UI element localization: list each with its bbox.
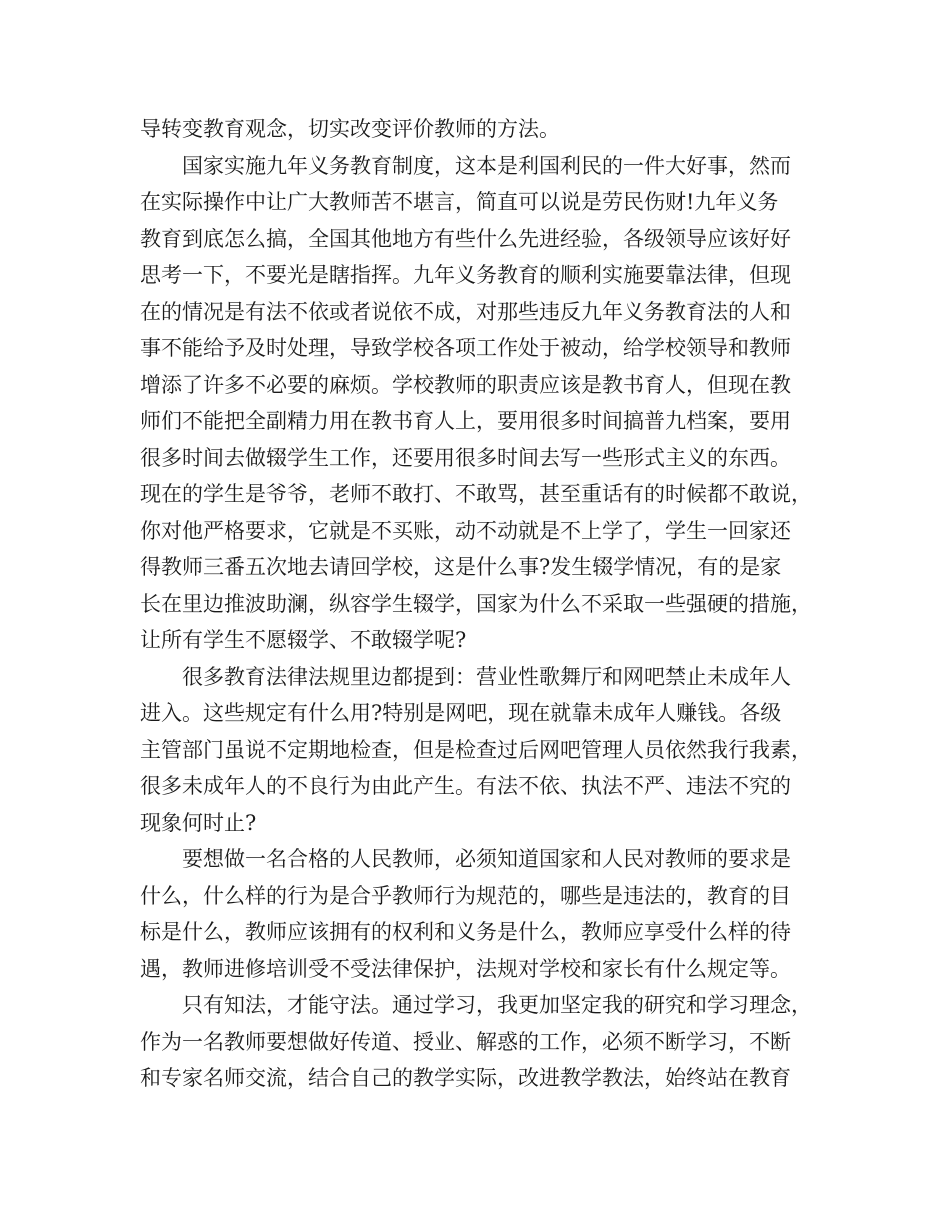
text-line: 增添了许多不必要的麻烦。学校教师的职责应该是教书育人，但现在教	[140, 372, 791, 397]
text-line: 很多教育法律法规里边都提到：营业性歌舞厅和网吧禁止未成年人	[182, 664, 791, 689]
text-line: 作为一名教师要想做好传道、授业、解惑的工作，必须不断学习，不断	[140, 1029, 791, 1054]
text-line: 要想做一名合格的人民教师，必须知道国家和人民对教师的要求是	[182, 847, 791, 871]
text-line: 现在的学生是爷爷，老师不敢打、不敢骂，甚至重话有的时候都不敢说，	[140, 482, 812, 506]
text-line: 什么，什么样的行为是合乎教师行为规范的，哪些是违法的，教育的目	[140, 883, 791, 908]
text-line: 在实际操作中让广大教师苦不堪言，简直可以说是劳民伤财!九年义务	[140, 190, 779, 214]
text-line: 师们不能把全副精力用在教书育人上，要用很多时间搞普九档案，要用	[140, 409, 791, 433]
text-line: 教育到底怎么搞，全国其他地方有些什么先进经验，各级领导应该好好	[140, 226, 791, 251]
text-line: 你对他严格要求，它就是不买账，动不动就是不上学了，学生一回家还	[140, 518, 791, 543]
text-line: 思考一下，不要光是瞎指挥。九年义务教育的顺利实施要靠法律，但现	[140, 263, 791, 287]
text-line: 和专家名师交流，结合自己的教学实际，改进教学教法，始终站在教育	[140, 1066, 791, 1090]
text-line: 事不能给予及时处理，导致学校各项工作处于被动，给学校领导和教师	[140, 336, 791, 360]
text-line: 国家实施九年义务教育制度，这本是利国利民的一件大好事，然而	[182, 153, 791, 178]
text-line: 让所有学生不愿辍学、不敢辍学呢?	[140, 628, 467, 652]
text-line: 很多未成年人的不良行为由此产生。有法不依、执法不严、违法不究的	[140, 774, 791, 798]
text-line: 只有知法，才能守法。通过学习，我更加坚定我的研究和学习理念，	[182, 993, 812, 1017]
text-line: 标是什么，教师应该拥有的权利和义务是什么，教师应享受什么样的待	[140, 920, 791, 944]
document-body	[140, 111, 820, 1097]
text-line: 现象何时止?	[140, 810, 257, 835]
text-line: 得教师三番五次地去请回学校，这是什么事?发生辍学情况，有的是家	[140, 555, 782, 579]
text-line: 遇，教师进修培训受不受法律保护，法规对学校和家长有什么规定等。	[140, 956, 791, 981]
text-line: 导转变教育观念，切实改变评价教师的方法。	[140, 117, 560, 141]
text-line: 很多时间去做辍学生工作，还要用很多时间去写一些形式主义的东西。	[140, 445, 791, 470]
text-line: 进入。这些规定有什么用?特别是网吧，现在就靠未成年人赚钱。各级	[140, 701, 782, 725]
text-line: 长在里边推波助澜，纵容学生辍学，国家为什么不采取一些强硬的措施，	[140, 591, 812, 616]
text-line: 在的情况是有法不依或者说依不成，对那些违反九年义务教育法的人和	[140, 299, 791, 324]
text-line: 主管部门虽说不定期地检查，但是检查过后网吧管理人员依然我行我素，	[140, 737, 812, 762]
